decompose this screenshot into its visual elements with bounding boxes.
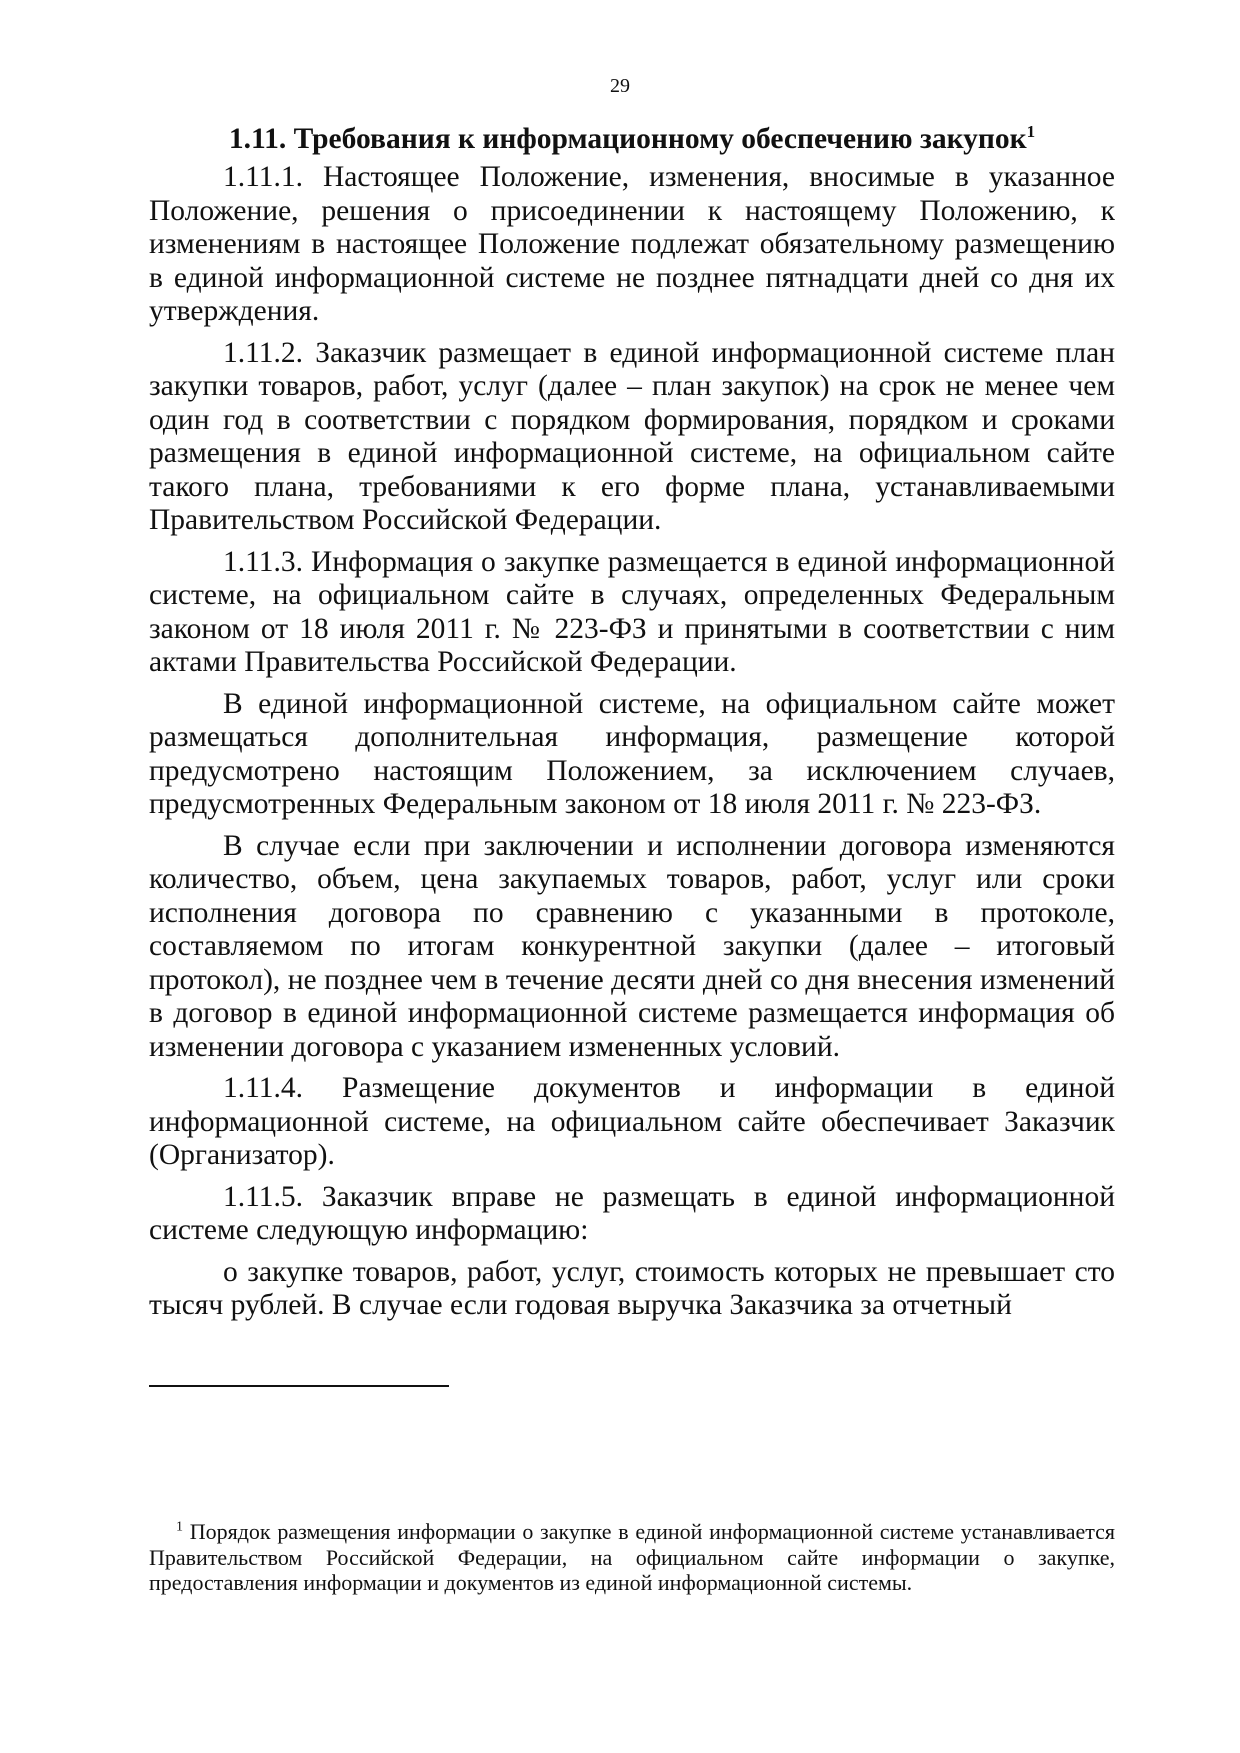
footnote-reference[interactable]: 1 bbox=[1026, 122, 1036, 142]
footnote-marker: 1 bbox=[176, 1519, 183, 1535]
footnote-separator bbox=[149, 1385, 449, 1387]
body-text bbox=[149, 122, 1115, 1331]
paragraph-1-11-5: 1.11.5. Заказчик вправе не размещать в единой информационной системе следующую информацию: bbox=[149, 1180, 1115, 1246]
footnote-text: Порядок размещения информации о закупке в единой информационной системе устанавливается Правительством Российской Федерации, на официальном сайте информации о закупке, предоставления информации и документов из единой информационной системы. bbox=[149, 1519, 1115, 1595]
paragraph-contract-changes: В случае если при заключении и исполнении договора изменяются количество, объем, цена закупаемых товаров, работ, услуг или сроки исполнения договора по сравнению с указанными в протоколе, составляемом по итогам конкурентной закупки (далее – итоговый протокол), не позднее чем в течение десяти дней со дня внесения изменений в договор в единой информационной системе размещается информация об изменении договора с указанием измененных условий. bbox=[149, 829, 1115, 1063]
paragraph-1-11-4: 1.11.4. Размещение документов и информации в единой информационной системе, на официальном сайте обеспечивает Заказчик (Организатор). bbox=[149, 1072, 1115, 1171]
paragraph-additional-info: В единой информационной системе, на официальном сайте может размещаться дополнительная информация, размещение которой предусмотрено настоящим Положением, за исключением случаев, предусмотренных Федеральным законом от 18 июля 2011 г. № 223-ФЗ. bbox=[149, 687, 1115, 820]
section-title bbox=[149, 122, 1115, 156]
section-title-text: 1.11. Требования к информационному обеспечению закупок bbox=[228, 123, 1027, 155]
paragraph-1-11-2: 1.11.2. Заказчик размещает в единой информационной системе план закупки товаров, работ, услуг (далее – план закупок) на срок не менее чем один год в соответствии с порядком формирования, порядком и сроками размещения в единой информационной системе, на официальном сайте такого плана, требованиями к его форме плана, устанавливаемыми Правительством Российской Федерации. bbox=[149, 336, 1115, 536]
paragraph-1-11-3: 1.11.3. Информация о закупке размещается в единой информационной системе, на официальном сайте в случаях, определенных Федеральным законом от 18 июля 2011 г. № 223-ФЗ и принятыми в соответствии с ним актами Правительства Российской Федерации. bbox=[149, 545, 1115, 678]
paragraph-exemption-item: о закупке товаров, работ, услуг, стоимость которых не превышает сто тысяч рублей. В случае если годовая выручка Заказчика за отчетный bbox=[149, 1255, 1115, 1321]
footnote bbox=[149, 1519, 1115, 1596]
page-number: 29 bbox=[610, 75, 630, 97]
paragraph-1-11-1: 1.11.1. Настоящее Положение, изменения, вносимые в указанное Положение, решения о присоединении к настоящему Положению, к изменениям в настоящее Положение подлежат обязательному размещению в единой информационной системе не позднее пятнадцати дней со дня их утверждения. bbox=[149, 161, 1115, 327]
